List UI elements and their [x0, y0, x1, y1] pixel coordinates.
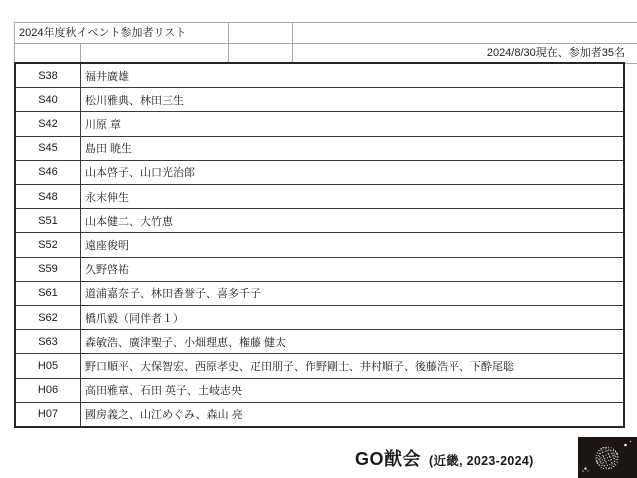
- table-row: [16, 354, 623, 378]
- table-row: [16, 209, 623, 233]
- table-row: [16, 306, 623, 330]
- row-names: 山本啓子、山口光治郎: [85, 167, 195, 180]
- table-row: [16, 330, 623, 354]
- row-names: 森敏浩、廣津聖子、小畑理恵、権藤 健太: [85, 336, 287, 349]
- table-row: [16, 112, 623, 136]
- table-row: [16, 137, 623, 161]
- row-id: S52: [16, 233, 81, 256]
- row-names: 久野啓祐: [85, 264, 129, 277]
- table-row: [16, 88, 623, 112]
- header-empty-cell: [80, 44, 228, 63]
- header-row-title: [14, 23, 637, 44]
- row-id: H05: [16, 354, 81, 377]
- row-id: S42: [16, 112, 81, 135]
- table-row: [16, 282, 623, 306]
- row-names: 福井廣雄: [85, 70, 129, 83]
- table-row: [16, 185, 623, 209]
- table-row: [16, 258, 623, 282]
- row-id: S62: [16, 306, 81, 329]
- header-grid: [14, 22, 637, 64]
- row-id: S40: [16, 88, 81, 111]
- row-id: S46: [16, 161, 81, 184]
- participant-table: [14, 62, 625, 428]
- row-names: 國房義之、山江めぐみ、森山 亮: [85, 409, 243, 422]
- row-id: H07: [16, 403, 81, 426]
- row-names: 遠座俊明: [85, 240, 129, 253]
- row-id: S48: [16, 185, 81, 208]
- row-id: S38: [16, 64, 81, 87]
- row-names: 山本健二、大竹恵: [85, 215, 173, 228]
- table-row: [16, 64, 623, 88]
- row-id: S51: [16, 209, 81, 232]
- table-row: [16, 233, 623, 257]
- club-name: GO猷会: [355, 449, 422, 469]
- header-row-status: [14, 44, 637, 64]
- row-names: 永末伸生: [85, 191, 129, 204]
- row-names: 松川雅典、林田三生: [85, 94, 184, 107]
- row-id: S59: [16, 258, 81, 281]
- header-empty-cell: [228, 44, 292, 63]
- header-empty-cell: [228, 23, 292, 43]
- row-names: 橋爪毅（同伴者１）: [85, 312, 184, 325]
- row-id: S63: [16, 330, 81, 353]
- status-text: 2024/8/30現在、参加者35名: [292, 44, 637, 63]
- club-logo: [578, 437, 637, 478]
- row-id: S45: [16, 137, 81, 160]
- club-detail: (近畿, 2023-2024): [429, 454, 534, 468]
- header-empty-cell: [14, 44, 80, 63]
- row-id: H06: [16, 379, 81, 402]
- footer: [355, 444, 534, 474]
- dotted-globe-icon: [578, 437, 637, 478]
- row-id: S61: [16, 282, 81, 305]
- row-names: 高田雅章、石田 英子、土岐志央: [85, 385, 243, 398]
- row-names: 川原 章: [85, 119, 122, 131]
- table-row: [16, 403, 623, 426]
- document-title: 2024年度秋イベント参加者リスト: [14, 23, 228, 43]
- table-row: [16, 379, 623, 403]
- table-row: [16, 161, 623, 185]
- row-names: 島田 暁生: [85, 143, 133, 156]
- row-names: 道浦嘉奈子、林田香誉子、喜多千子: [85, 288, 261, 301]
- row-names: 野口順平、大保智宏、西原孝史、疋田朋子、作野剛士、井村順子、後藤浩平、下酔尾聡: [85, 361, 514, 374]
- header-empty-cell: [292, 23, 637, 43]
